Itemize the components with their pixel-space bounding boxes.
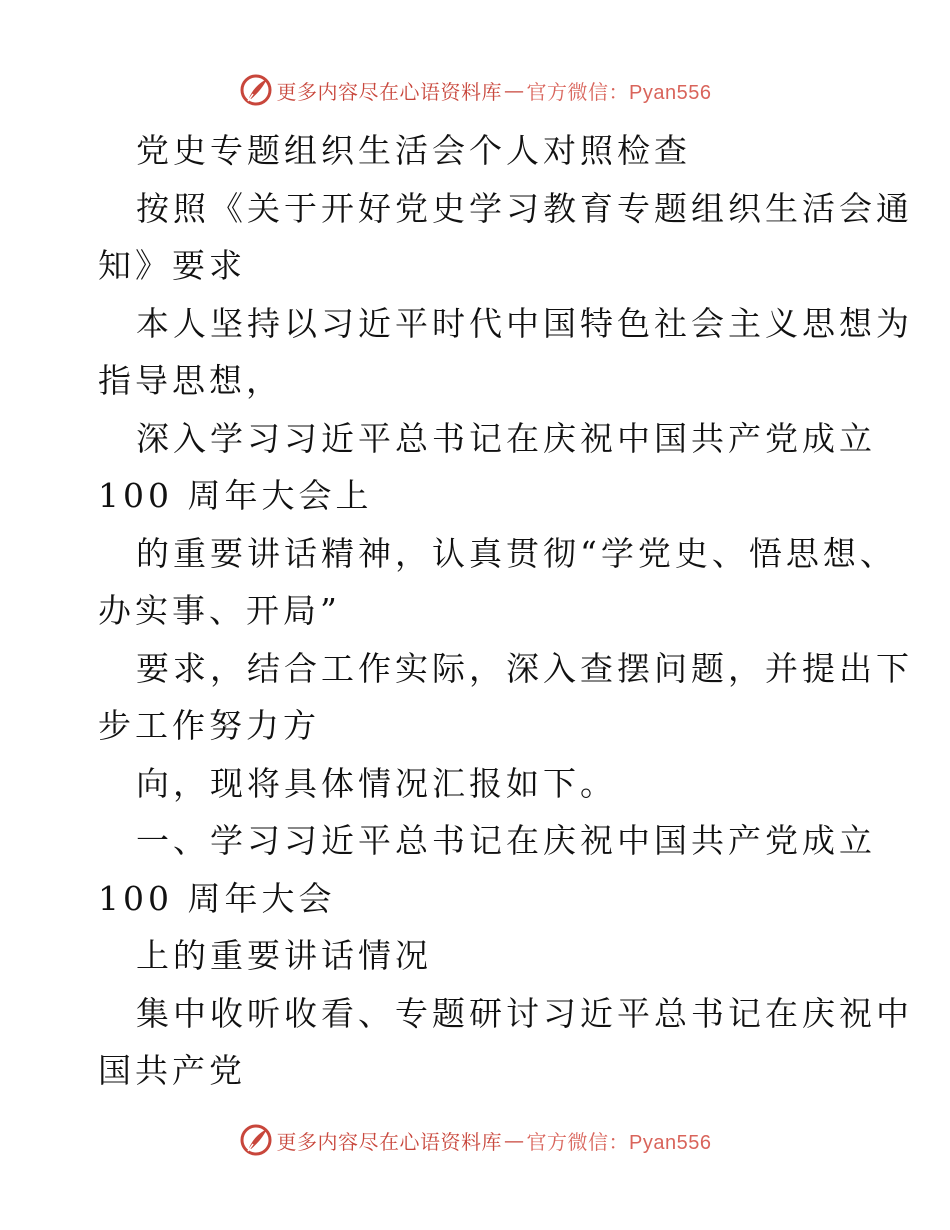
- paragraph-line: 集中收听收看、专题研讨习近平总书记在庆祝中: [136, 993, 913, 1033]
- paragraph-line: 100 周年大会上: [98, 476, 373, 515]
- section-heading-continued: 100 周年大会: [98, 878, 336, 918]
- header-separator: —: [504, 78, 525, 102]
- document-title: 党史专题组织生活会个人对照检查: [136, 131, 691, 170]
- feather-pen-logo-icon: [239, 1123, 273, 1157]
- header-banner: [0, 70, 950, 110]
- paragraph-line: 步工作努力方: [98, 706, 320, 745]
- document-body: [98, 122, 913, 1100]
- footer-wechat-text: 官方微信：Pyan556: [526, 1131, 712, 1154]
- paragraph-line: 指导思想，: [98, 361, 283, 400]
- paragraph-line: 国共产党: [98, 1051, 246, 1090]
- paragraph-line: 知》要求: [98, 246, 246, 285]
- paragraph-line: 办实事、开局”: [98, 591, 341, 630]
- feather-pen-logo-icon: [239, 73, 273, 107]
- paragraph-line: 深入学习习近平总书记在庆祝中国共产党成立: [136, 418, 876, 458]
- section-heading-continued: 上的重要讲话情况: [136, 936, 432, 975]
- paragraph-line: 的重要讲话精神，认真贯彻“学党史、悟思想、: [136, 533, 897, 573]
- section-heading: 一、学习习近平总书记在庆祝中国共产党成立: [136, 821, 876, 860]
- footer-separator: —: [504, 1128, 525, 1152]
- footer-banner: [0, 1120, 950, 1160]
- paragraph-line: 向，现将具体情况汇报如下。: [136, 763, 617, 803]
- header-brand-text: 更多内容尽在心语资料库: [276, 79, 503, 104]
- paragraph-line: 要求，结合工作实际，深入查摆问题，并提出下: [136, 648, 913, 688]
- footer-brand-text: 更多内容尽在心语资料库: [276, 1129, 503, 1154]
- paragraph-line: 本人坚持以习近平时代中国特色社会主义思想为: [136, 303, 913, 343]
- paragraph-line: 按照《关于开好党史学习教育专题组织生活会通: [136, 188, 913, 228]
- header-wechat-text: 官方微信：Pyan556: [526, 81, 712, 104]
